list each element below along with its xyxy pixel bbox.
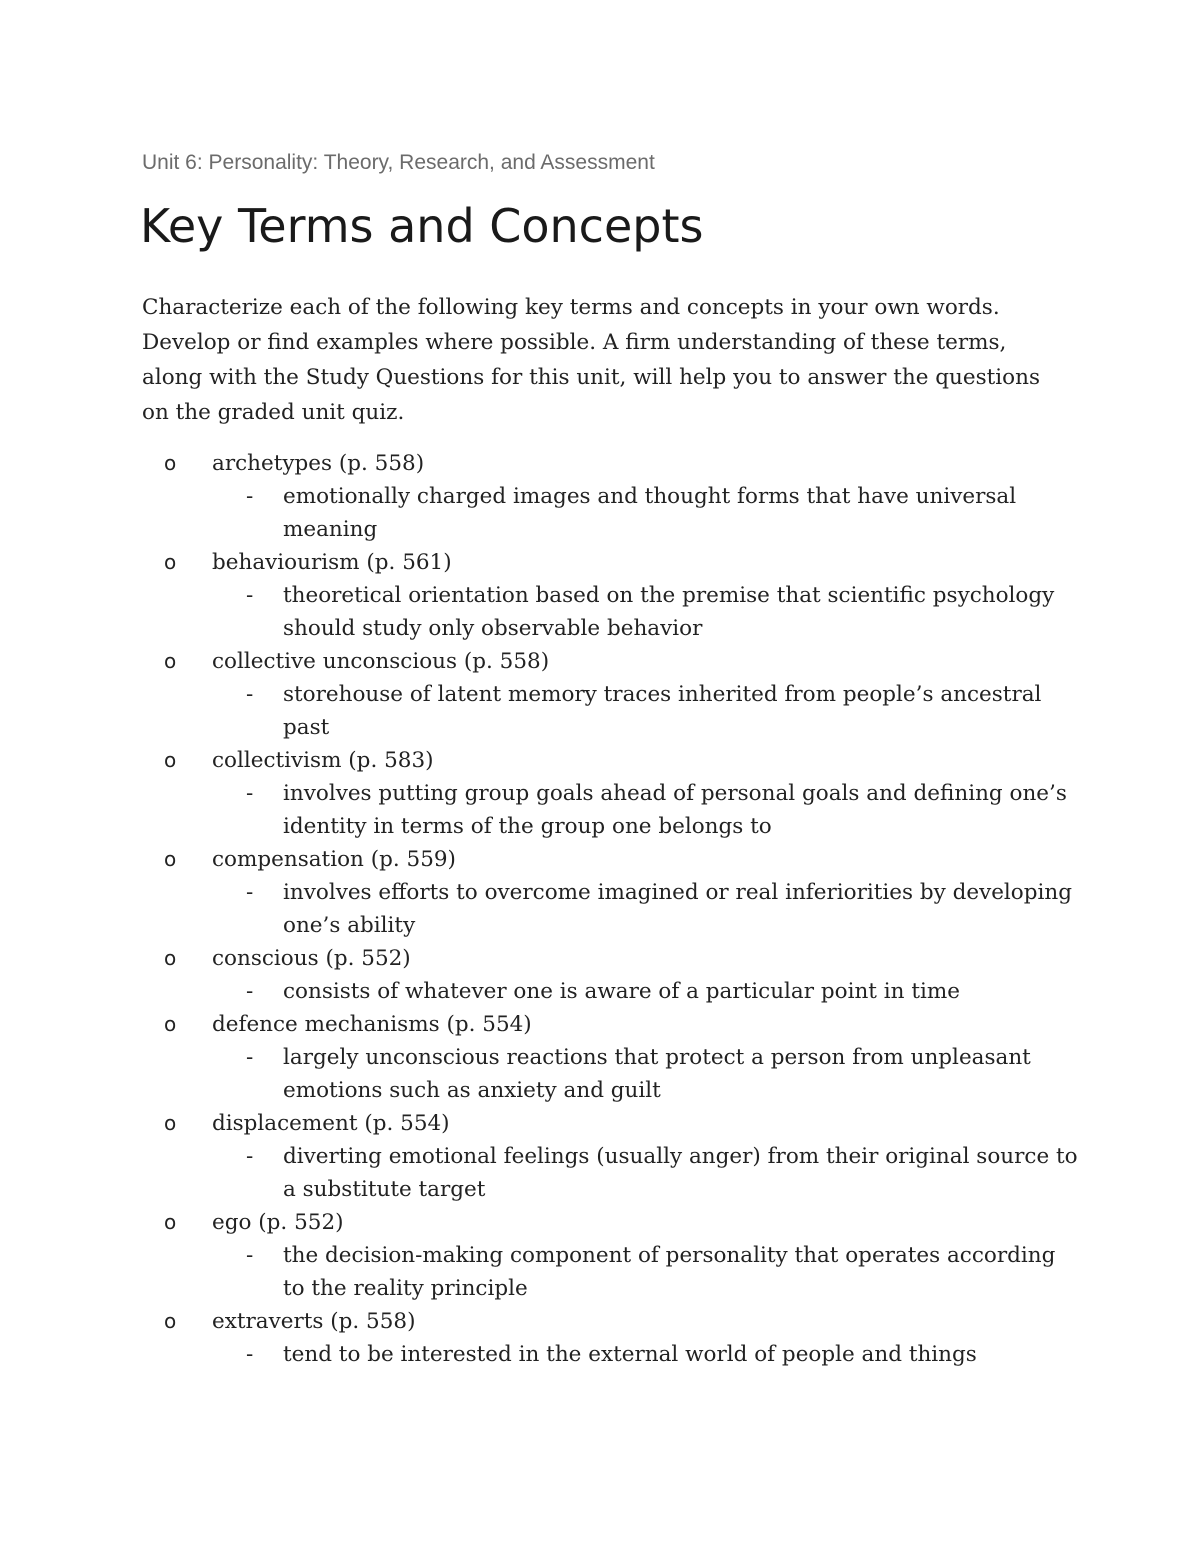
term-item: [142, 1305, 1082, 1371]
intro-paragraph: Characterize each of the following key terms and concepts in your own words. Develop or find examples where possible. A firm understanding of these terms, along with the Study Questions for this unit, will help you to answer the questions on the graded unit quiz.: [142, 295, 1041, 425]
term-label: displacement (p. 554): [212, 1111, 450, 1136]
term-definition: [212, 678, 1082, 744]
term-item: [142, 1008, 1082, 1107]
term-definition: [212, 777, 1082, 843]
term-definition: [212, 1338, 1082, 1371]
definition-text: involves putting group goals ahead of personal goals and defining one’s identity in terms of the group one belongs to: [283, 781, 1067, 839]
definition-text: the decision-making component of personality that operates according to the reality principle: [283, 1243, 1056, 1301]
term-label: behaviourism (p. 561): [212, 550, 452, 575]
term-label: extraverts (p. 558): [212, 1309, 416, 1334]
dash-bullet-icon: -: [246, 880, 254, 905]
term-definition: [212, 1140, 1082, 1206]
term-label: ego (p. 552): [212, 1210, 344, 1235]
unit-label: Unit 6: Personality: Theory, Research, and Assessment: [142, 151, 655, 174]
dash-bullet-icon: -: [246, 682, 254, 707]
document-page: [142, 148, 1082, 1371]
term-label: archetypes (p. 558): [212, 451, 425, 476]
term-item: [142, 1107, 1082, 1206]
term-definition: [212, 1041, 1082, 1107]
term-label: collective unconscious (p. 558): [212, 649, 550, 674]
term-item: [142, 843, 1082, 942]
dash-bullet-icon: -: [246, 979, 254, 1004]
dash-bullet-icon: -: [246, 1243, 254, 1268]
term-item: [142, 546, 1082, 645]
page-title: Key Terms and Concepts: [140, 199, 704, 253]
term-label: conscious (p. 552): [212, 946, 411, 971]
term-definition: [212, 876, 1082, 942]
circle-bullet-icon: o: [164, 1012, 177, 1036]
term-label: compensation (p. 559): [212, 847, 456, 872]
circle-bullet-icon: o: [164, 649, 177, 673]
term-label: defence mechanisms (p. 554): [212, 1012, 532, 1037]
dash-bullet-icon: -: [246, 583, 254, 608]
dash-bullet-icon: -: [246, 1342, 254, 1367]
definition-text: tend to be interested in the external world of people and things: [283, 1342, 977, 1367]
definition-text: theoretical orientation based on the premise that scientific psychology should study only observable behavior: [283, 583, 1055, 641]
dash-bullet-icon: -: [246, 1045, 254, 1070]
term-definition: [212, 480, 1082, 546]
term-item: [142, 447, 1082, 546]
term-definition: [212, 975, 1082, 1008]
definition-text: diverting emotional feelings (usually anger) from their original source to a substitute target: [283, 1144, 1078, 1202]
term-item: [142, 744, 1082, 843]
term-label: collectivism (p. 583): [212, 748, 434, 773]
term-item: [142, 645, 1082, 744]
definition-text: involves efforts to overcome imagined or real inferiorities by developing one’s ability: [283, 880, 1073, 938]
dash-bullet-icon: -: [246, 484, 254, 509]
circle-bullet-icon: o: [164, 1111, 177, 1135]
circle-bullet-icon: o: [164, 1210, 177, 1234]
term-definition: [212, 579, 1082, 645]
circle-bullet-icon: o: [164, 748, 177, 772]
definition-text: consists of whatever one is aware of a particular point in time: [283, 979, 960, 1004]
circle-bullet-icon: o: [164, 451, 177, 475]
circle-bullet-icon: o: [164, 1309, 177, 1333]
term-item: [142, 1206, 1082, 1305]
term-definition: [212, 1239, 1082, 1305]
dash-bullet-icon: -: [246, 1144, 254, 1169]
circle-bullet-icon: o: [164, 847, 177, 871]
circle-bullet-icon: o: [164, 946, 177, 970]
key-terms-list: [142, 447, 1082, 1371]
definition-text: emotionally charged images and thought forms that have universal meaning: [283, 484, 1017, 542]
term-item: [142, 942, 1082, 1008]
definition-text: storehouse of latent memory traces inherited from people’s ancestral past: [283, 682, 1042, 740]
definition-text: largely unconscious reactions that protect a person from unpleasant emotions such as anxiety and guilt: [283, 1045, 1031, 1103]
circle-bullet-icon: o: [164, 550, 177, 574]
dash-bullet-icon: -: [246, 781, 254, 806]
